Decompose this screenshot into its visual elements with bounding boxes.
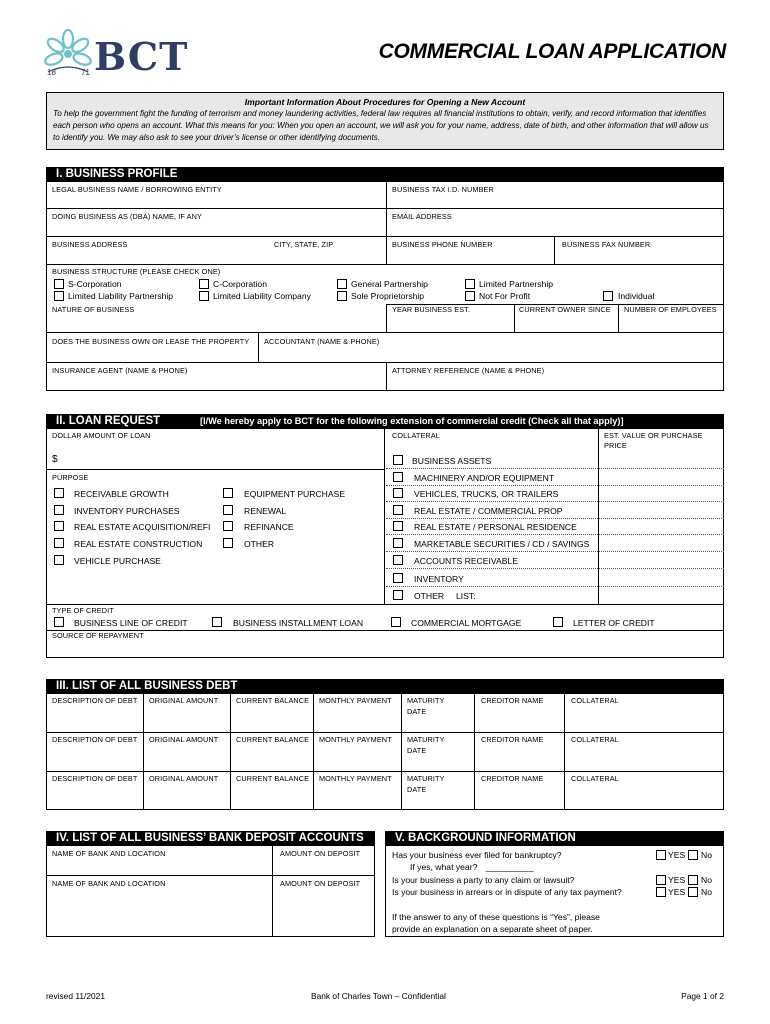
receivable-growth-checkbox[interactable] <box>54 488 64 498</box>
amount-on-deposit-label-2: AMOUNT ON DEPOSIT <box>280 879 361 888</box>
est-value-label-2: PRICE <box>604 441 627 450</box>
debt-col-label: CURRENT BALANCE <box>236 774 310 783</box>
insurance-label: INSURANCE AGENT (NAME & PHONE) <box>52 366 188 375</box>
business-installment-loan-checkbox[interactable] <box>212 617 222 627</box>
inventory-purchases-label: INVENTORY PURCHASES <box>74 506 180 516</box>
bankruptcy-year-question <box>410 863 534 872</box>
email-field[interactable] <box>387 222 723 235</box>
nature-field[interactable] <box>47 315 385 331</box>
purpose-label: PURPOSE <box>52 473 89 482</box>
est-value-label-1: EST. VALUE OR PURCHASE <box>604 431 703 440</box>
tax-dispute-question: Is your business in arrears or in dispute of any tax payment? <box>392 887 622 897</box>
attorney-field[interactable] <box>387 376 723 390</box>
confidential-note: Bank of Charles Town – Confidential <box>311 991 446 1001</box>
debt-col-label: DESCRIPTION OF DEBT <box>52 735 138 744</box>
debt-col-label: MONTHLY PAYMENT <box>319 735 392 744</box>
lawsuit-no-checkbox[interactable] <box>688 875 698 885</box>
receivable-growth-label: RECEIVABLE GROWTH <box>74 489 169 499</box>
inventory-purchases-checkbox[interactable] <box>54 505 64 515</box>
debt-row-field[interactable] <box>47 795 723 809</box>
section-business-debt-header: III. LIST OF ALL BUSINESS DEBT <box>46 679 724 693</box>
amount-on-deposit-field-2[interactable] <box>273 889 374 936</box>
debt-row-field[interactable] <box>47 756 723 770</box>
address-label: BUSINESS ADDRESS <box>52 240 128 249</box>
bankruptcy-no-label: No <box>701 850 712 860</box>
real-estate-construction-checkbox[interactable] <box>54 538 64 548</box>
tax-dispute-yes-label: YES <box>668 887 686 897</box>
other-collateral-list-label: LIST: <box>456 591 476 601</box>
bank-name-field-1[interactable] <box>47 859 271 874</box>
real-estate-acquisition-label: REAL ESTATE ACQUISITION/REFI <box>74 522 211 532</box>
general-partnership-label: General Partnership <box>351 279 428 289</box>
letter-of-credit-label: LETTER OF CREDIT <box>573 618 655 628</box>
owner-since-label: CURRENT OWNER SINCE <box>519 305 611 314</box>
debt-maturity-date-label: DATE <box>407 785 427 794</box>
business-line-of-credit-label: BUSINESS LINE OF CREDIT <box>74 618 188 628</box>
explanation-note-2: provide an explanation on a separate sheet of paper. <box>392 924 593 934</box>
equipment-purchase-label: EQUIPMENT PURCHASE <box>244 489 346 499</box>
debt-maturity-date-label: DATE <box>407 746 427 755</box>
lawsuit-yes-checkbox[interactable] <box>656 875 666 885</box>
type-of-credit-label: TYPE OF CREDIT <box>52 606 114 615</box>
general-partnership-checkbox[interactable] <box>337 279 347 289</box>
vehicles-checkbox[interactable] <box>393 488 403 498</box>
dba-field[interactable] <box>47 222 385 235</box>
securities-checkbox[interactable] <box>393 538 403 548</box>
debt-col-label: COLLATERAL <box>571 735 619 744</box>
accountant-label: ACCOUNTANT (NAME & PHONE) <box>264 337 380 346</box>
individual-checkbox[interactable] <box>603 291 613 301</box>
bankruptcy-question: Has your business ever filed for bankruptcy? <box>392 850 562 860</box>
limited-partnership-label: Limited Partnership <box>479 279 554 289</box>
re-personal-label: REAL ESTATE / PERSONAL RESIDENCE <box>414 522 577 532</box>
accountant-field[interactable] <box>259 347 723 361</box>
structure-label: BUSINESS STRUCTURE (PLEASE CHECK ONE) <box>52 267 221 276</box>
accounts-receivable-checkbox[interactable] <box>393 555 403 565</box>
dollar-sign: $ <box>52 454 58 465</box>
debt-col-label: ORIGINAL AMOUNT <box>149 774 219 783</box>
re-personal-checkbox[interactable] <box>393 521 403 531</box>
other-purpose-label: OTHER <box>244 539 275 549</box>
business-line-of-credit-checkbox[interactable] <box>54 617 64 627</box>
nature-label: NATURE OF BUSINESS <box>52 305 135 314</box>
logo-name: BCT <box>94 34 189 79</box>
debt-col-label: CURRENT BALANCE <box>236 735 310 744</box>
amount-on-deposit-field-1[interactable] <box>273 859 374 874</box>
source-of-repayment-field[interactable] <box>47 641 723 657</box>
phone-label: BUSINESS PHONE NUMBER <box>392 240 493 249</box>
legal-name-field[interactable] <box>47 195 385 207</box>
city-state-zip-label: CITY, STATE, ZIP <box>274 240 334 249</box>
tax-id-label: BUSINESS TAX I.D. NUMBER <box>392 185 494 194</box>
sole-proprietorship-label: Sole Proprietorship <box>351 291 425 301</box>
llc-label: Limited Liability Company <box>213 291 311 301</box>
logo-year-left: 18 <box>47 68 56 77</box>
refinance-label: REFINANCE <box>244 522 294 532</box>
individual-label: Individual <box>618 291 655 301</box>
lawsuit-question: Is your business a party to any claim or lawsuit? <box>392 875 575 885</box>
notice-box <box>46 92 724 150</box>
employees-field[interactable] <box>619 315 723 331</box>
real-estate-acquisition-checkbox[interactable] <box>54 521 64 531</box>
tax-dispute-no-label: No <box>701 887 712 897</box>
page-title: COMMERCIAL LOAN APPLICATION <box>378 40 726 63</box>
c-corporation-checkbox[interactable] <box>199 279 209 289</box>
llc-checkbox[interactable] <box>199 291 209 301</box>
vehicle-purchase-label: VEHICLE PURCHASE <box>74 556 161 566</box>
not-for-profit-checkbox[interactable] <box>465 291 475 301</box>
debt-col-label: COLLATERAL <box>571 696 619 705</box>
debt-col-label: MATURITY <box>407 774 445 783</box>
machinery-checkbox[interactable] <box>393 472 403 482</box>
page-number: Page 1 of 2 <box>681 991 724 1001</box>
equipment-purchase-checkbox[interactable] <box>223 488 233 498</box>
section-bank-deposits-header: IV. LIST OF ALL BUSINESS’ BANK DEPOSIT ACCOUNTS <box>46 831 375 845</box>
commercial-mortgage-label: COMMERCIAL MORTGAGE <box>411 618 522 628</box>
email-label: EMAIL ADDRESS <box>392 212 452 221</box>
section-background-header: V. BACKGROUND INFORMATION <box>385 831 724 845</box>
bankruptcy-yes-label: YES <box>668 850 686 860</box>
machinery-label: MACHINERY AND/OR EQUIPMENT <box>414 473 555 483</box>
insurance-field[interactable] <box>47 376 385 390</box>
debt-col-label: DESCRIPTION OF DEBT <box>52 696 138 705</box>
tax-id-field[interactable] <box>387 195 723 207</box>
securities-label: MARKETABLE SECURITIES / CD / SAVINGS <box>414 539 590 549</box>
other-purpose-checkbox[interactable] <box>223 538 233 548</box>
debt-col-label: ORIGINAL AMOUNT <box>149 696 219 705</box>
limited-partnership-checkbox[interactable] <box>465 279 475 289</box>
other-collateral-checkbox[interactable] <box>393 590 403 600</box>
inventory-checkbox[interactable] <box>393 573 403 583</box>
revised-date: revised 11/2021 <box>46 991 105 1001</box>
debt-col-label: DESCRIPTION OF DEBT <box>52 774 138 783</box>
s-corporation-checkbox[interactable] <box>54 279 64 289</box>
accounts-receivable-label: ACCOUNTS RECEIVABLE <box>414 556 518 566</box>
fax-label: BUSINESS FAX NUMBER <box>562 240 651 249</box>
business-assets-label: BUSINESS ASSETS <box>412 456 492 466</box>
llp-checkbox[interactable] <box>54 291 64 301</box>
business-assets-checkbox[interactable] <box>393 455 403 465</box>
re-commercial-label: REAL ESTATE / COMMERCIAL PROP <box>414 506 563 516</box>
c-corporation-label: C-Corporation <box>213 279 267 289</box>
section-loan-request-header <box>46 414 724 428</box>
legal-name-label: LEGAL BUSINESS NAME / BORROWING ENTITY <box>52 185 222 194</box>
bank-name-label-2: NAME OF BANK AND LOCATION <box>52 879 166 888</box>
bct-logo <box>42 28 192 88</box>
dollar-amount-field[interactable] <box>62 450 382 468</box>
bank-name-label-1: NAME OF BANK AND LOCATION <box>52 849 166 858</box>
dollar-amount-label: DOLLAR AMOUNT OF LOAN <box>52 431 151 440</box>
debt-col-label: CREDITOR NAME <box>481 735 544 744</box>
amount-on-deposit-label-1: AMOUNT ON DEPOSIT <box>280 849 361 858</box>
vehicle-purchase-checkbox[interactable] <box>54 555 64 565</box>
not-for-profit-label: Not For Profit <box>479 291 531 301</box>
sole-proprietorship-checkbox[interactable] <box>337 291 347 301</box>
explanation-note-1: If the answer to any of these questions is “Yes”, please <box>392 912 600 922</box>
source-of-repayment-label: SOURCE OF REPAYMENT <box>52 631 144 640</box>
commercial-mortgage-checkbox[interactable] <box>391 617 401 627</box>
dba-label: DOING BUSINESS AS (DBA) NAME, IF ANY <box>52 212 202 221</box>
renewal-label: RENEWAL <box>244 506 287 516</box>
tax-dispute-yes-checkbox[interactable] <box>656 887 666 897</box>
debt-maturity-date-label: DATE <box>407 707 427 716</box>
s-corporation-label: S-Corporation <box>68 279 122 289</box>
debt-col-label: MATURITY <box>407 696 445 705</box>
bankruptcy-yes-checkbox[interactable] <box>656 850 666 860</box>
notice-heading: Important Information About Procedures for Opening a New Account <box>244 97 526 107</box>
letter-of-credit-checkbox[interactable] <box>553 617 563 627</box>
year-est-label: YEAR BUSINESS EST. <box>392 305 471 314</box>
own-lease-field[interactable] <box>47 347 257 361</box>
other-collateral-label: OTHER <box>414 591 445 601</box>
owner-since-field[interactable] <box>515 315 617 331</box>
bank-name-field-2[interactable] <box>47 889 271 936</box>
debt-col-label: CREDITOR NAME <box>481 696 544 705</box>
debt-col-label: CREDITOR NAME <box>481 774 544 783</box>
debt-col-label: MONTHLY PAYMENT <box>319 696 392 705</box>
bankruptcy-year-blank[interactable]: __________ <box>485 862 534 872</box>
debt-col-label: CURRENT BALANCE <box>236 696 310 705</box>
attorney-label: ATTORNEY REFERENCE (NAME & PHONE) <box>392 366 545 375</box>
section-business-profile-header: I. BUSINESS PROFILE <box>46 167 724 181</box>
vehicles-label: VEHICLES, TRUCKS, OR TRAILERS <box>414 489 559 499</box>
year-est-field[interactable] <box>387 315 513 331</box>
debt-col-label: ORIGINAL AMOUNT <box>149 735 219 744</box>
refinance-checkbox[interactable] <box>223 521 233 531</box>
lawsuit-yes-label: YES <box>668 875 686 885</box>
own-lease-label: DOES THE BUSINESS OWN OR LEASE THE PROPERTY <box>52 337 250 346</box>
loan-request-subtitle: [I/We hereby apply to BCT for the following extension of commercial credit (Check all that apply)] <box>200 416 624 426</box>
business-debt-table <box>46 693 724 810</box>
real-estate-construction-label: REAL ESTATE CONSTRUCTION <box>74 539 203 549</box>
debt-col-label: MONTHLY PAYMENT <box>319 774 392 783</box>
business-installment-loan-label: BUSINESS INSTALLMENT LOAN <box>233 618 364 628</box>
inventory-label: INVENTORY <box>414 574 464 584</box>
debt-col-label: COLLATERAL <box>571 774 619 783</box>
bankruptcy-year-label: If yes, what year? <box>410 862 478 872</box>
llp-label: Limited Liability Partnership <box>68 291 174 301</box>
lawsuit-no-label: No <box>701 875 712 885</box>
employees-label: NUMBER OF EMPLOYEES <box>624 305 717 314</box>
address-field[interactable] <box>47 250 385 263</box>
notice-body: To help the government fight the funding of terrorism and money laundering activities, federal law requires all financial institutions to obtain, verify, and record information that identifies each person who opens an account. What this means for you: When you open an account, we will ask you for your name, address, date of birth, and other information that will allow us to identify you. We may also ask to see your driver’s license or other identifying documents. <box>53 109 709 142</box>
tax-dispute-no-checkbox[interactable] <box>688 887 698 897</box>
loan-request-title: II. LOAN REQUEST <box>56 415 161 427</box>
fax-field[interactable] <box>555 250 723 263</box>
renewal-checkbox[interactable] <box>223 505 233 515</box>
debt-row-field[interactable] <box>47 717 723 731</box>
collateral-label: COLLATERAL <box>392 431 440 440</box>
bankruptcy-no-checkbox[interactable] <box>688 850 698 860</box>
phone-field[interactable] <box>387 250 553 263</box>
debt-col-label: MATURITY <box>407 735 445 744</box>
re-commercial-checkbox[interactable] <box>393 505 403 515</box>
logo-year-right: 71 <box>81 68 90 77</box>
